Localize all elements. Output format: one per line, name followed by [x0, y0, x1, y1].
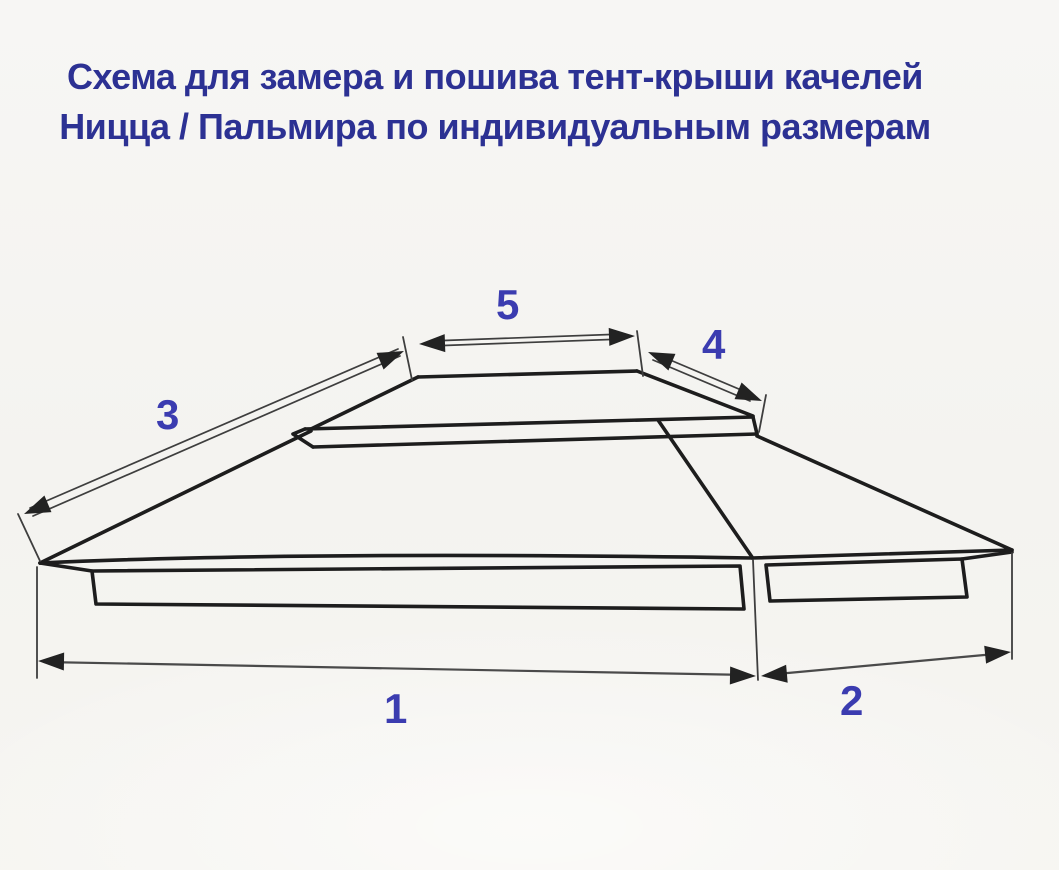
- dimension-line-3: [20, 343, 407, 523]
- dimension-label-4: 4: [702, 321, 726, 368]
- side-valance-face: [766, 559, 967, 601]
- dim2-right-arrowhead: [984, 643, 1012, 664]
- dim3-lower-tick: [18, 514, 40, 561]
- dim2-left-arrowhead: [760, 665, 787, 685]
- upper-ridge-edge: [418, 371, 637, 377]
- front-hip-seam: [658, 420, 752, 557]
- dim3-shaft-b: [33, 356, 400, 516]
- upper-band-right-edge: [753, 417, 757, 434]
- dimension-label-5: 5: [496, 281, 520, 328]
- dimension-label-2: 2: [840, 677, 864, 724]
- front-valance-corner: [40, 563, 92, 571]
- front-valance-face: [92, 566, 744, 609]
- dim5-right-tick: [637, 331, 643, 376]
- left-hip-edge: [40, 431, 311, 563]
- upper-band-bottom-edge: [313, 434, 757, 447]
- dimension-label-3: 3: [156, 391, 180, 438]
- dimension-line-5: [419, 327, 636, 353]
- dim4-upper-arrowhead: [644, 344, 675, 371]
- right-hip-edge: [757, 436, 1012, 550]
- dim4-lower-arrowhead: [735, 383, 766, 410]
- front-eave-edge: [40, 555, 752, 563]
- dim1-left-arrowhead: [38, 652, 64, 670]
- page-title-line-2: Ницца / Пальмира по индивидуальным размерам: [59, 106, 931, 148]
- upper-left-slope-edge: [311, 377, 418, 429]
- upper-tier-outline: [293, 371, 757, 447]
- dimension-label-1: 1: [384, 685, 408, 732]
- dim5-right-arrowhead: [609, 327, 636, 346]
- upper-band-top-edge: [305, 417, 753, 429]
- extension-lines: [18, 331, 1012, 680]
- dim1-right-arrowhead: [730, 667, 756, 685]
- dim2-shaft: [766, 653, 1006, 675]
- dim5-left-arrowhead: [419, 334, 446, 353]
- dim1-shaft: [44, 662, 750, 675]
- dim3-upper-arrowhead: [377, 343, 408, 370]
- page-title-line-1: Схема для замера и пошива тент-крыши качелей: [67, 56, 923, 97]
- valance-outline: [40, 552, 1012, 609]
- dim3-upper-tick: [403, 337, 412, 380]
- front-right-extension-line: [753, 560, 758, 680]
- dimension-line-2: [760, 643, 1012, 685]
- dimension-line-1: [38, 652, 756, 685]
- dim3-lower-arrowhead: [20, 496, 51, 523]
